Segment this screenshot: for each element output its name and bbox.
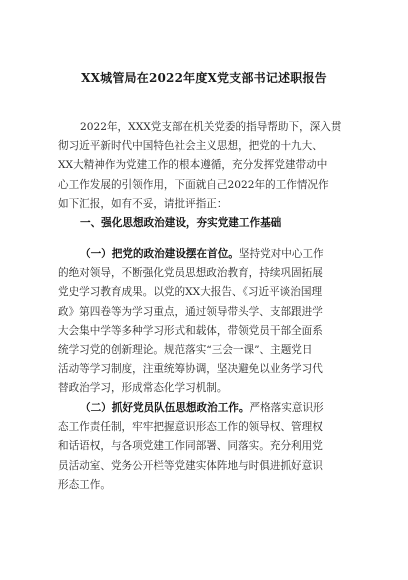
subsection-1 [58,245,352,399]
paragraph-line: 和话语权，与各项党建工作同部署、同落实。充分利用党 [58,440,323,453]
paragraph-line: 党史学习教育成果。以党的XX大报告、《习近平谈治国理 [58,286,323,299]
subsection-text: 坚持党对中心工作 [238,248,324,260]
paragraph-line [58,245,352,264]
paragraph-line: 形态工作。 [58,478,111,491]
paragraph-line: 的绝对领导，不断强化党员思想政治教育，持续巩固拓展 [58,267,323,280]
paragraph-line [58,399,352,418]
paragraph-line: 政》第四卷等为学习重点，通过领导带头学、支部跟进学 [58,305,323,318]
paragraph-line: 2022年，XXX党支部在机关党委的指导帮助下，深入贯 [80,121,342,133]
paragraph-line: 员活动室、党务公开栏等党建实体阵地与时俱进抓好意识 [58,459,323,472]
paragraph-line: 活动等学习制度，注重统筹协调，坚决避免以业务学习代 [58,363,323,376]
paragraph-line: XX大精神作为党建工作的根本遵循，充分发挥党建带动中 [58,159,328,172]
subsection-2 [58,399,352,495]
subsection-lead: （二）抓好党员队伍思想政治工作。 [80,402,250,414]
paragraph-line: 彻习近平新时代中国特色社会主义思想，把党的十九大、 [58,140,323,153]
paragraph-line: 如下汇报，如有不妥，请批评指正： [58,197,228,210]
paragraph-line: 统学习党的创新理论。规范落实“三会一课”、主题党日 [58,343,313,356]
paragraph-line: 替政治学习，形成常态化学习机制。 [58,382,228,395]
subsection-text: 严格落实意识形 [249,402,324,414]
paragraph-line: 态工作责任制，牢牢把握意识形态工作的领导权、管理权 [58,421,323,434]
subsection-lead: （一）把党的政治建设摆在首位。 [80,248,239,260]
paragraph-line: 心工作发展的引领作用，下面就自己2022年的工作情况作 [58,178,329,191]
document-title: XX城管局在2022年度X党支部书记述职报告 [81,71,327,85]
section-heading: 一、强化思想政治建设，夯实党建工作基础 [80,216,282,229]
intro-paragraph [58,118,352,233]
paragraph-line: 大会集中学等多种学习形式和载体，带领党员干部全面系 [58,324,323,337]
